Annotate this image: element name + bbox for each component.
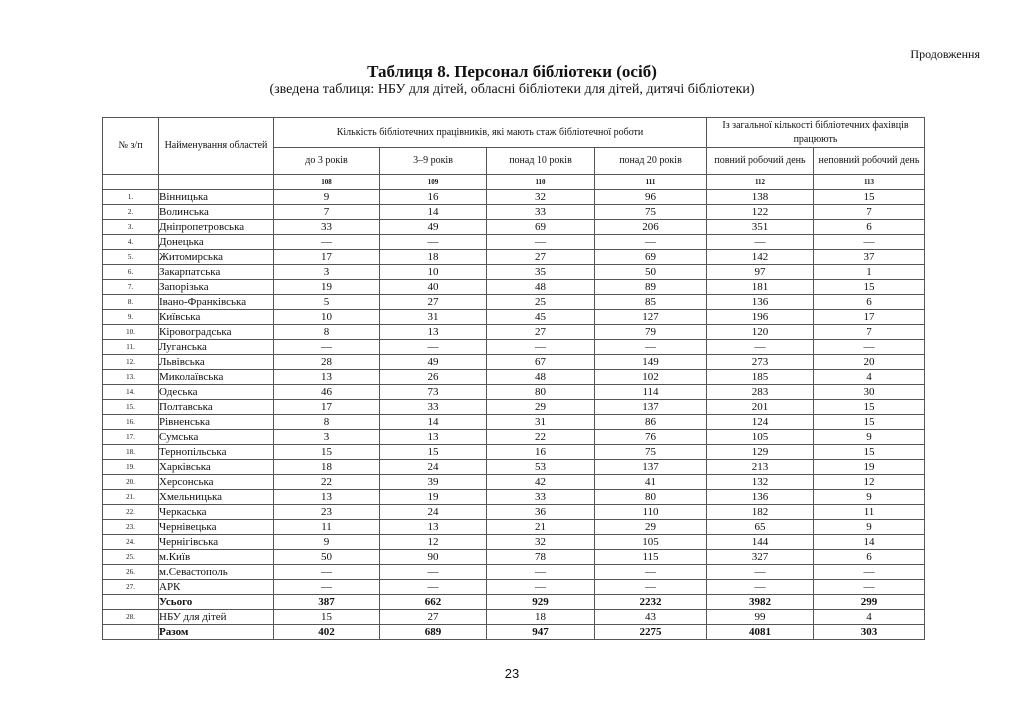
row-number: 19. (103, 460, 159, 475)
table-cell: 50 (595, 265, 707, 280)
table-cell: 16 (380, 190, 487, 205)
region-name: Рівненська (159, 415, 274, 430)
table-cell: 67 (487, 355, 595, 370)
table-cell: — (814, 565, 925, 580)
table-cell: 402 (274, 625, 380, 640)
header-num: № з/п (103, 118, 159, 175)
row-number: 13. (103, 370, 159, 385)
table-cell: 689 (380, 625, 487, 640)
table-cell: — (707, 565, 814, 580)
table-cell: 2232 (595, 595, 707, 610)
table-cell: 2275 (595, 625, 707, 640)
table-cell: 13 (380, 430, 487, 445)
table-cell: 30 (814, 385, 925, 400)
table-cell: 46 (274, 385, 380, 400)
region-name: Закарпатська (159, 265, 274, 280)
header-region: Найменування областей (159, 118, 274, 175)
table-row (103, 445, 925, 460)
table-body (103, 190, 925, 640)
row-number: 7. (103, 280, 159, 295)
table-cell: 40 (380, 280, 487, 295)
continued-label: Продовження (910, 47, 980, 61)
table-cell: 27 (380, 295, 487, 310)
table-cell: 182 (707, 505, 814, 520)
row-number: 28. (103, 610, 159, 625)
table-cell: 15 (814, 280, 925, 295)
table-cell: 3 (274, 265, 380, 280)
table-cell: 76 (595, 430, 707, 445)
table-cell: 8 (274, 325, 380, 340)
table-cell: 32 (487, 535, 595, 550)
region-name: Київська (159, 310, 274, 325)
table-cell: 96 (595, 190, 707, 205)
row-number: 4. (103, 235, 159, 250)
table-row (103, 265, 925, 280)
table-cell: — (814, 235, 925, 250)
row-number: 9. (103, 310, 159, 325)
table-cell: 39 (380, 475, 487, 490)
region-name: Усього (159, 595, 274, 610)
table-cell: — (274, 340, 380, 355)
region-name: НБУ для дітей (159, 610, 274, 625)
table-cell: 283 (707, 385, 814, 400)
table-cell: 929 (487, 595, 595, 610)
region-name: м.Севастополь (159, 565, 274, 580)
table-cell: 6 (814, 220, 925, 235)
table-row (103, 355, 925, 370)
table-cell: 80 (487, 385, 595, 400)
table-row (103, 580, 925, 595)
table-cell: 105 (595, 535, 707, 550)
table-cell: 213 (707, 460, 814, 475)
table-cell: 43 (595, 610, 707, 625)
table-cell: 15 (274, 445, 380, 460)
table-cell: — (814, 340, 925, 355)
row-number: 23. (103, 520, 159, 535)
table-cell: 75 (595, 205, 707, 220)
table-cell: — (380, 580, 487, 595)
table-cell: 16 (487, 445, 595, 460)
table-row (103, 370, 925, 385)
region-name: Чернівецька (159, 520, 274, 535)
table-cell: 142 (707, 250, 814, 265)
table-cell: — (380, 340, 487, 355)
row-number: 22. (103, 505, 159, 520)
table-cell: 31 (487, 415, 595, 430)
table-cell: 14 (814, 535, 925, 550)
table-row (103, 340, 925, 355)
table-cell: 69 (487, 220, 595, 235)
table-cell: 10 (380, 265, 487, 280)
table-row (103, 520, 925, 535)
table-cell: 181 (707, 280, 814, 295)
header-col-full-time: повний робочий день (707, 148, 814, 175)
table-cell: 114 (595, 385, 707, 400)
table-cell: — (487, 565, 595, 580)
table-cell: 86 (595, 415, 707, 430)
table-cell: 53 (487, 460, 595, 475)
table-cell: — (274, 235, 380, 250)
table-cell: 18 (274, 460, 380, 475)
column-number: 109 (380, 175, 487, 190)
table-cell: 49 (380, 220, 487, 235)
row-number: 14. (103, 385, 159, 400)
table-cell: 25 (487, 295, 595, 310)
table-cell: 129 (707, 445, 814, 460)
table-cell: 29 (487, 400, 595, 415)
table-row (103, 235, 925, 250)
table-cell: 15 (814, 400, 925, 415)
table-cell: 5 (274, 295, 380, 310)
table-cell: 26 (380, 370, 487, 385)
table-cell: 136 (707, 490, 814, 505)
table-cell: — (707, 235, 814, 250)
table-cell: 27 (487, 325, 595, 340)
table-cell: 7 (274, 205, 380, 220)
table-cell: 351 (707, 220, 814, 235)
table-cell: 136 (707, 295, 814, 310)
row-number: 26. (103, 565, 159, 580)
table-cell: 17 (274, 400, 380, 415)
table-cell: 17 (274, 250, 380, 265)
table-cell: 12 (380, 535, 487, 550)
row-number: 24. (103, 535, 159, 550)
table-cell: 27 (380, 610, 487, 625)
region-name: Полтавська (159, 400, 274, 415)
table-cell: 9 (274, 535, 380, 550)
table-cell: 13 (274, 490, 380, 505)
table-cell: 387 (274, 595, 380, 610)
table-cell: 24 (380, 505, 487, 520)
table-cell: 4081 (707, 625, 814, 640)
row-number (103, 625, 159, 640)
table-cell: 90 (380, 550, 487, 565)
table-cell: 23 (274, 505, 380, 520)
header-experience-group: Кількість бібліотечних працівників, які мають стаж бібліотечної роботи (274, 118, 707, 148)
table-cell: 20 (814, 355, 925, 370)
table-cell: 89 (595, 280, 707, 295)
table-cell: 13 (380, 520, 487, 535)
header-blank-num (103, 175, 159, 190)
table-cell: 32 (487, 190, 595, 205)
row-number (103, 595, 159, 610)
table-cell: 35 (487, 265, 595, 280)
table-cell: 4 (814, 370, 925, 385)
row-number: 15. (103, 400, 159, 415)
table-cell: — (595, 340, 707, 355)
region-name: Миколаївська (159, 370, 274, 385)
table-cell: 4 (814, 610, 925, 625)
region-name: Дніпропетровська (159, 220, 274, 235)
table-cell: 132 (707, 475, 814, 490)
table-row (103, 280, 925, 295)
header-col-under-3: до 3 років (274, 148, 380, 175)
table-cell: 137 (595, 460, 707, 475)
table-cell: 75 (595, 445, 707, 460)
row-number: 2. (103, 205, 159, 220)
table-cell: — (380, 565, 487, 580)
table-cell: 42 (487, 475, 595, 490)
table-cell: 299 (814, 595, 925, 610)
table-cell: 65 (707, 520, 814, 535)
table-cell: 14 (380, 205, 487, 220)
row-number: 12. (103, 355, 159, 370)
table-cell: 10 (274, 310, 380, 325)
row-number: 5. (103, 250, 159, 265)
region-name: Одеська (159, 385, 274, 400)
region-name: Черкаська (159, 505, 274, 520)
table-cell: 273 (707, 355, 814, 370)
table-cell: 947 (487, 625, 595, 640)
table-cell: 24 (380, 460, 487, 475)
table-cell: 37 (814, 250, 925, 265)
table-cell: 11 (274, 520, 380, 535)
region-name: Чернігівська (159, 535, 274, 550)
row-number: 16. (103, 415, 159, 430)
table-cell: 50 (274, 550, 380, 565)
header-col-3-9: 3–9 років (380, 148, 487, 175)
table-cell: 31 (380, 310, 487, 325)
table-row (103, 430, 925, 445)
table-cell: 122 (707, 205, 814, 220)
table-cell: 73 (380, 385, 487, 400)
region-name: Донецька (159, 235, 274, 250)
table-cell: 6 (814, 295, 925, 310)
table-cell: 15 (814, 415, 925, 430)
table-cell: 18 (380, 250, 487, 265)
table-cell: — (274, 580, 380, 595)
table-cell: 12 (814, 475, 925, 490)
row-number: 6. (103, 265, 159, 280)
table-cell: 69 (595, 250, 707, 265)
column-number: 112 (707, 175, 814, 190)
table-cell: 79 (595, 325, 707, 340)
region-name: Львівська (159, 355, 274, 370)
table-cell: 138 (707, 190, 814, 205)
row-number: 18. (103, 445, 159, 460)
row-number: 27. (103, 580, 159, 595)
table-cell: 201 (707, 400, 814, 415)
row-number: 1. (103, 190, 159, 205)
table-cell: 13 (274, 370, 380, 385)
table-cell: 48 (487, 370, 595, 385)
table-row (103, 310, 925, 325)
region-name: Івано-Франківська (159, 295, 274, 310)
table-cell: 11 (814, 505, 925, 520)
table-cell: 33 (487, 490, 595, 505)
table-cell: 206 (595, 220, 707, 235)
table-row (103, 595, 925, 610)
table-cell: 3 (274, 430, 380, 445)
region-name: Запорізька (159, 280, 274, 295)
table-cell: 29 (595, 520, 707, 535)
table-cell: 19 (814, 460, 925, 475)
table-cell: 48 (487, 280, 595, 295)
table-cell: 102 (595, 370, 707, 385)
table-cell: 7 (814, 205, 925, 220)
column-number: 113 (814, 175, 925, 190)
table-cell: 105 (707, 430, 814, 445)
row-number: 20. (103, 475, 159, 490)
table-cell: 9 (274, 190, 380, 205)
table-cell: 78 (487, 550, 595, 565)
table-cell: 185 (707, 370, 814, 385)
table-cell: 99 (707, 610, 814, 625)
staff-table (102, 117, 925, 640)
table-cell: — (487, 235, 595, 250)
table-cell: 19 (274, 280, 380, 295)
table-cell: 41 (595, 475, 707, 490)
table-cell: — (707, 340, 814, 355)
row-number: 11. (103, 340, 159, 355)
header-col-over-10: понад 10 років (487, 148, 595, 175)
region-name: Херсонська (159, 475, 274, 490)
row-number: 3. (103, 220, 159, 235)
table-cell: 18 (487, 610, 595, 625)
region-name: Вінницька (159, 190, 274, 205)
table-row (103, 205, 925, 220)
table-row (103, 385, 925, 400)
table-cell: 9 (814, 520, 925, 535)
region-name: Житомирська (159, 250, 274, 265)
table-row (103, 625, 925, 640)
table-cell: 7 (814, 325, 925, 340)
table-cell: 45 (487, 310, 595, 325)
table-cell: 80 (595, 490, 707, 505)
header-blank-region (159, 175, 274, 190)
table-cell: 120 (707, 325, 814, 340)
table-cell: 14 (380, 415, 487, 430)
table-cell: 327 (707, 550, 814, 565)
region-name: Кіровоградська (159, 325, 274, 340)
table-cell: 3982 (707, 595, 814, 610)
column-number: 111 (595, 175, 707, 190)
table-cell: 33 (380, 400, 487, 415)
region-name: Луганська (159, 340, 274, 355)
region-name: Волинська (159, 205, 274, 220)
region-name: АРК (159, 580, 274, 595)
table-cell: 22 (274, 475, 380, 490)
region-name: Харківська (159, 460, 274, 475)
table-cell: — (814, 580, 925, 595)
table-cell: 33 (274, 220, 380, 235)
row-number: 10. (103, 325, 159, 340)
table-cell: 85 (595, 295, 707, 310)
table-cell: 36 (487, 505, 595, 520)
table-cell: 19 (380, 490, 487, 505)
row-number: 8. (103, 295, 159, 310)
table-cell: 115 (595, 550, 707, 565)
region-name: Тернопільська (159, 445, 274, 460)
table-cell: 13 (380, 325, 487, 340)
table-cell: 27 (487, 250, 595, 265)
table-cell: 9 (814, 490, 925, 505)
table-cell: 196 (707, 310, 814, 325)
header-col-over-20: понад 20 років (595, 148, 707, 175)
table-cell: 149 (595, 355, 707, 370)
table-row (103, 295, 925, 310)
table-cell: — (487, 580, 595, 595)
table-cell: 110 (595, 505, 707, 520)
region-name: Разом (159, 625, 274, 640)
table-cell: — (380, 235, 487, 250)
table-cell: 127 (595, 310, 707, 325)
table-row (103, 190, 925, 205)
table-row (103, 415, 925, 430)
table-cell: — (707, 580, 814, 595)
table-cell: 6 (814, 550, 925, 565)
row-number: 17. (103, 430, 159, 445)
table-row (103, 610, 925, 625)
table-cell: 28 (274, 355, 380, 370)
page-number: 23 (504, 666, 520, 681)
table-cell: 137 (595, 400, 707, 415)
row-number: 25. (103, 550, 159, 565)
table-subtitle: (зведена таблиця: НБУ для дітей, обласні бібліотеки для дітей, дитячі бібліотеки) (269, 82, 755, 97)
table-title: Таблиця 8. Персонал бібліотеки (осіб) (367, 62, 657, 81)
table-cell: 144 (707, 535, 814, 550)
table-cell: 21 (487, 520, 595, 535)
region-name: м.Київ (159, 550, 274, 565)
header-specialists-group: Із загальної кількості бібліотечних фахівців працюють (707, 118, 925, 148)
table-cell: — (595, 235, 707, 250)
table-cell: — (274, 565, 380, 580)
table-row (103, 400, 925, 415)
table-cell: 15 (380, 445, 487, 460)
table-cell: 97 (707, 265, 814, 280)
table-cell: 8 (274, 415, 380, 430)
table-row (103, 550, 925, 565)
table-cell: — (595, 565, 707, 580)
header-col-part-time: неповний робочий день (814, 148, 925, 175)
table-cell: — (487, 340, 595, 355)
column-number: 110 (487, 175, 595, 190)
table-cell: 33 (487, 205, 595, 220)
table-cell: 1 (814, 265, 925, 280)
table-cell: 15 (274, 610, 380, 625)
table-row (103, 505, 925, 520)
table-row (103, 565, 925, 580)
table-row (103, 325, 925, 340)
table-row (103, 460, 925, 475)
column-number: 108 (274, 175, 380, 190)
table-row (103, 250, 925, 265)
table-cell: 49 (380, 355, 487, 370)
table-cell: 22 (487, 430, 595, 445)
table-cell: 9 (814, 430, 925, 445)
table-cell: 124 (707, 415, 814, 430)
table-cell: 15 (814, 190, 925, 205)
region-name: Сумська (159, 430, 274, 445)
table-row (103, 475, 925, 490)
region-name: Хмельницька (159, 490, 274, 505)
table-row (103, 535, 925, 550)
table-cell: 15 (814, 445, 925, 460)
table-cell: 662 (380, 595, 487, 610)
table-cell: — (595, 580, 707, 595)
table-row (103, 220, 925, 235)
table-cell: 17 (814, 310, 925, 325)
row-number: 21. (103, 490, 159, 505)
table-cell: 303 (814, 625, 925, 640)
table-row (103, 490, 925, 505)
